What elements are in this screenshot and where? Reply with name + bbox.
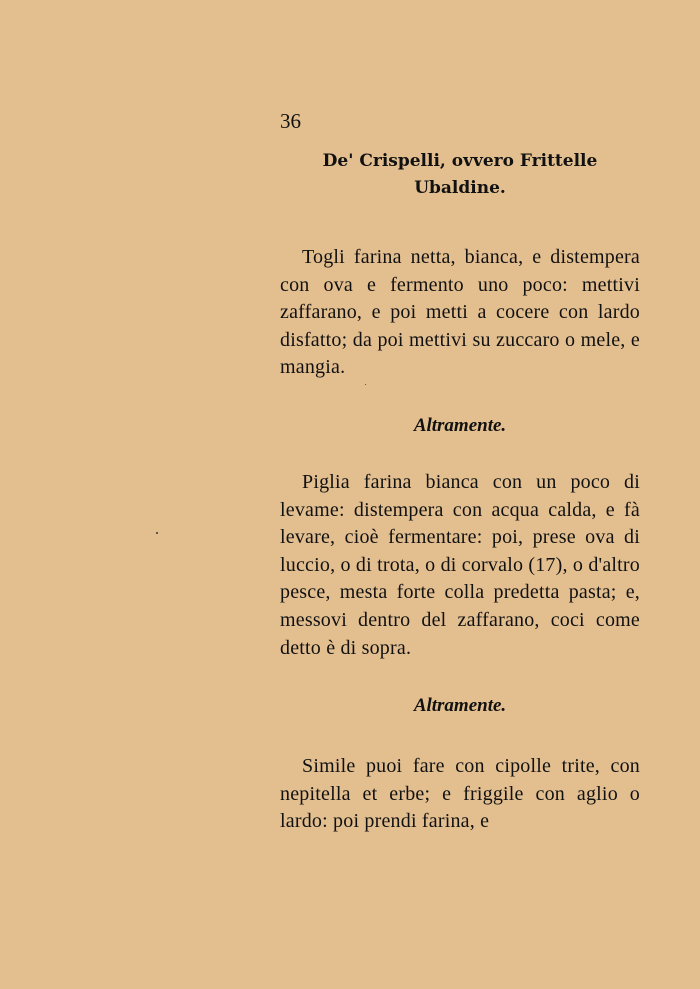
paper-speck <box>365 384 366 385</box>
section-title-altramente-2: Altramente. <box>413 695 507 717</box>
section-title-altramente-1: Altramente. <box>413 414 507 436</box>
paragraph-recipe-2: Piglia farina bianca con un poco di levame: distempera con acqua calda, e fà levare, cioè fermentare: poi, prese ova di luccio, o di trota, o di corvalo (17), o d'altro pesce, mesta forte colla predetta pasta; e, messovi dentro del zaffarano, coci come detto è di sopra. <box>280 470 640 659</box>
book-page <box>280 108 640 836</box>
paper-speck <box>156 532 158 534</box>
paragraph-recipe-1: Togli farina netta, bianca, e distempera con ova e fermento uno poco: mettivi zaffarano, e poi metti a cocere con lardo disfatto; da poi mettivi su zuccaro o mele, e mangia. <box>280 246 640 379</box>
page-number: 36 <box>280 109 301 133</box>
paragraph-recipe-3: Simile puoi fare con cipolle trite, con nepitella et erbe; e friggile con aglio o lardo: poi prendi farina, e <box>280 755 640 833</box>
chapter-title: De' Crispelli, ovvero Frittelle Ubaldine. <box>322 151 598 198</box>
